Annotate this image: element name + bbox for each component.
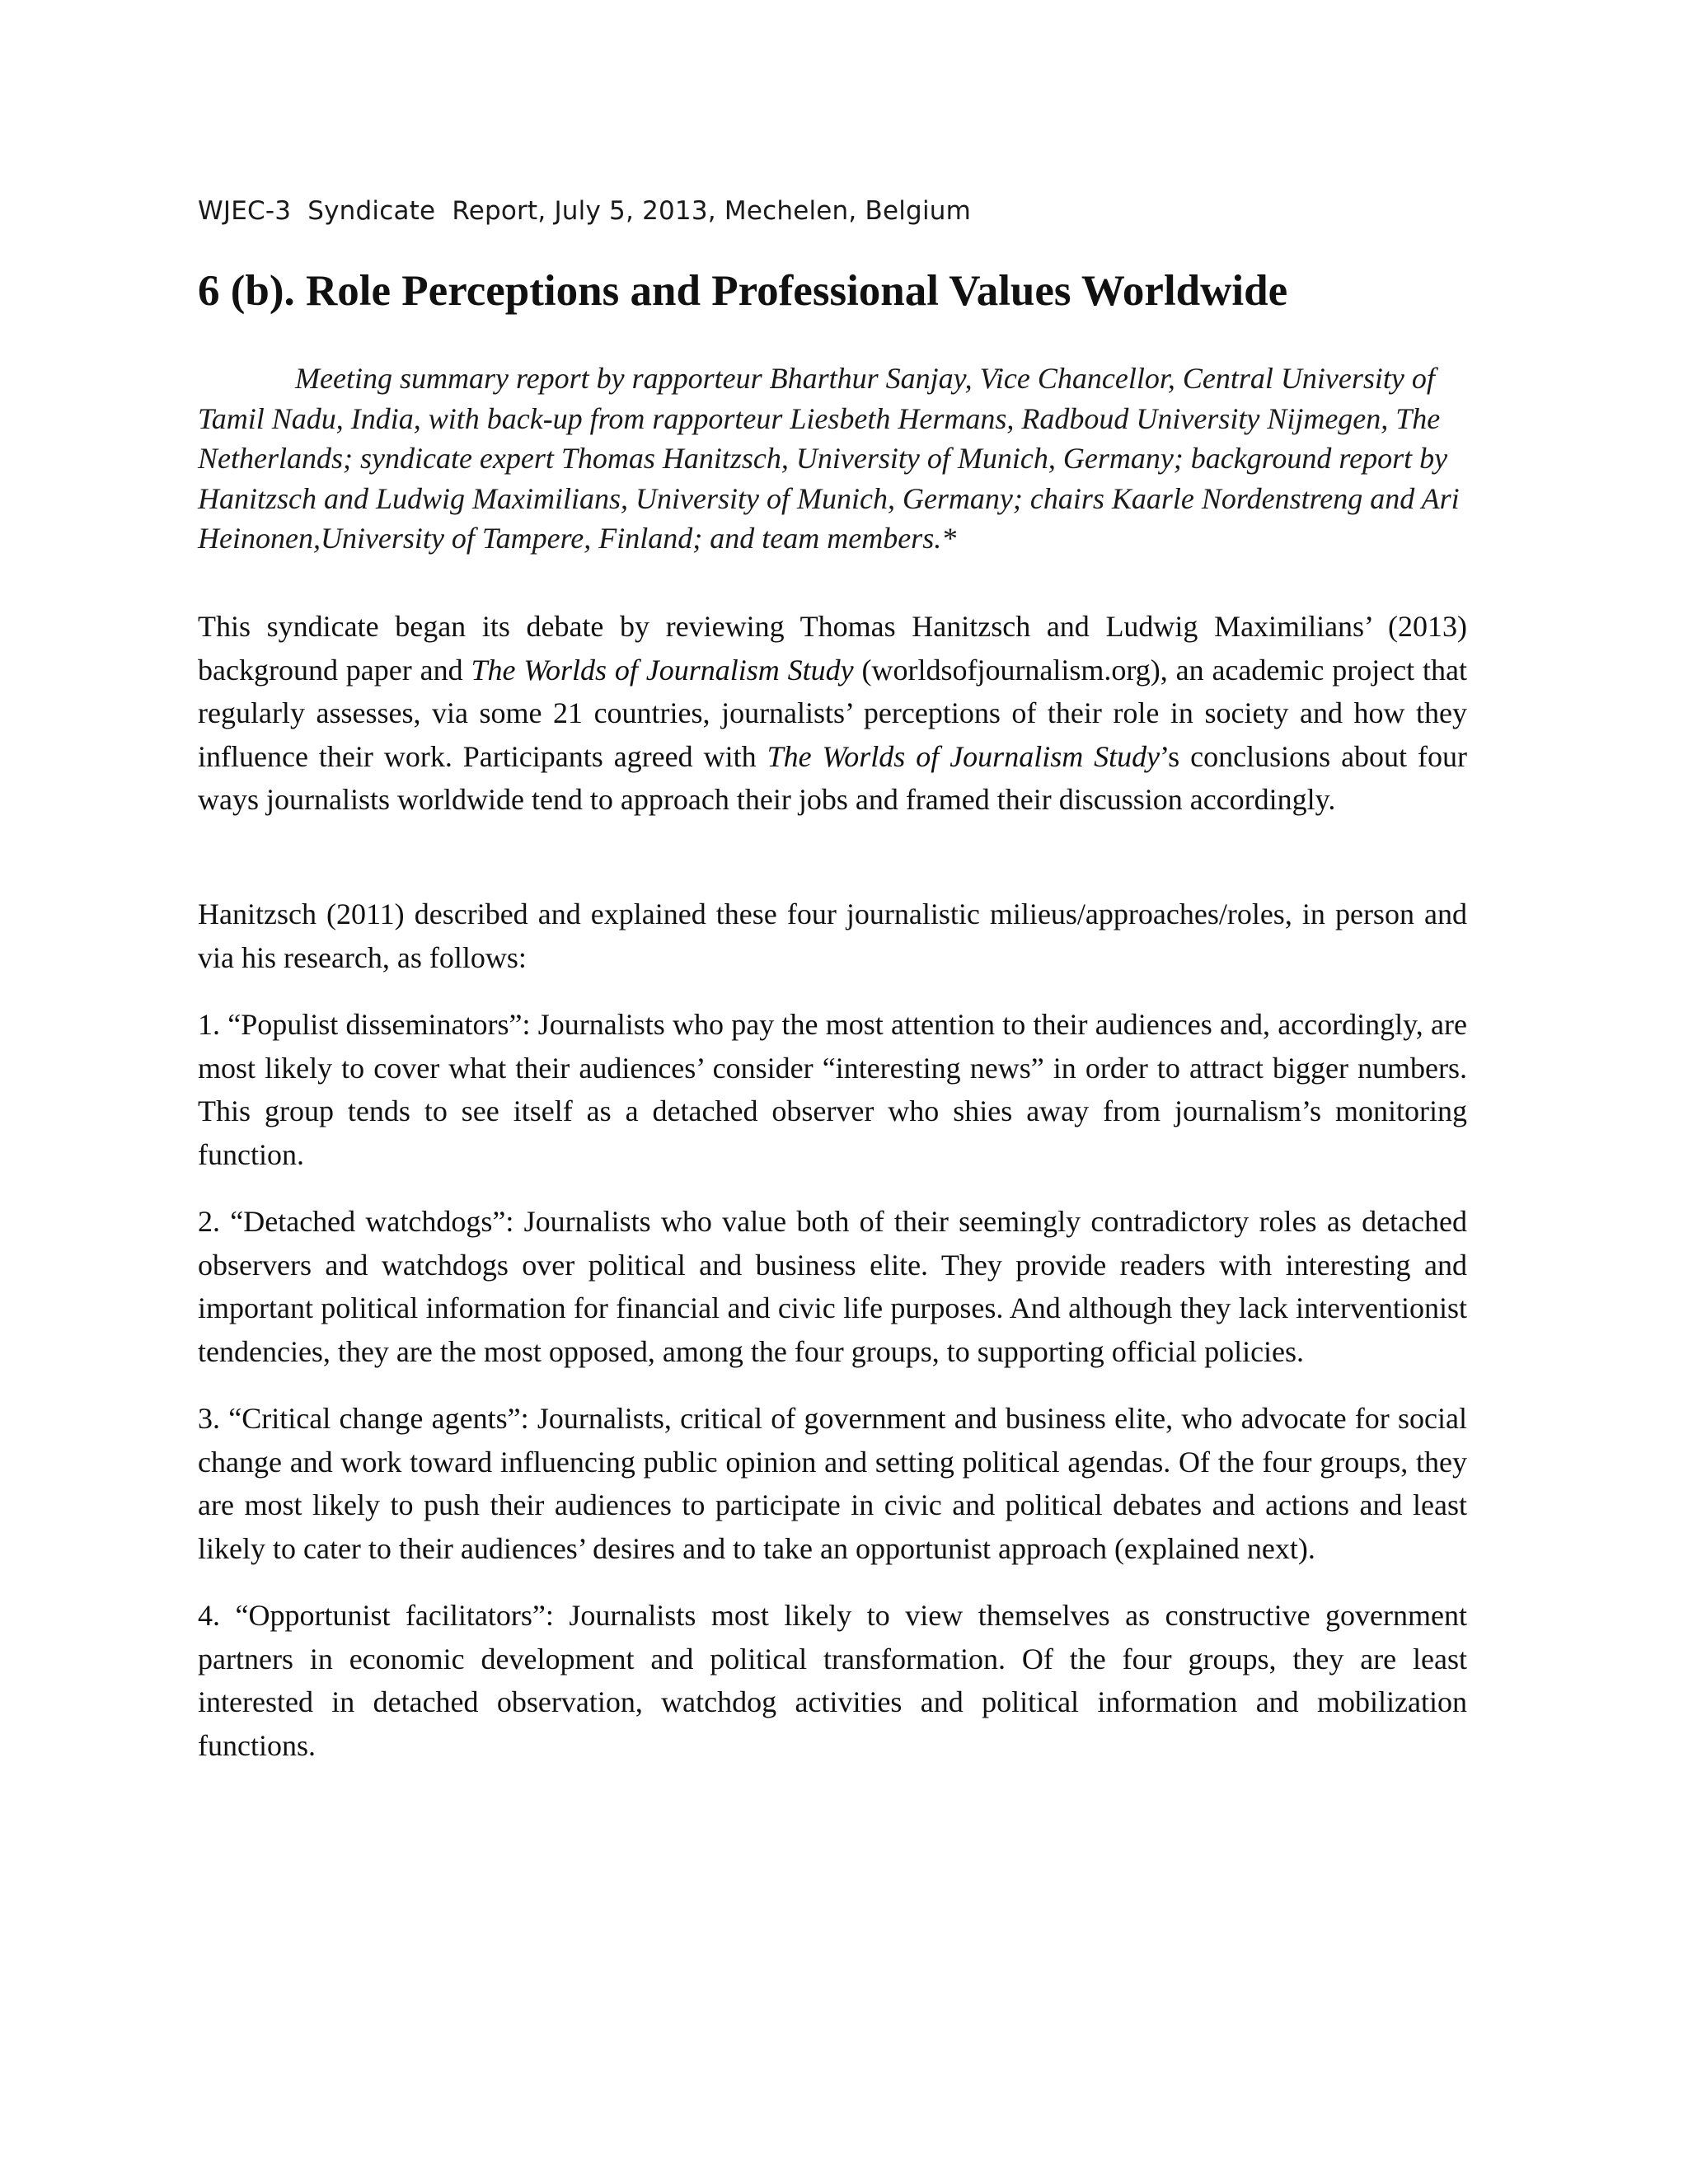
intro-block xyxy=(198,605,1467,846)
study-title: The Worlds of Journalism Study xyxy=(471,653,854,687)
list-item: 1. “Populist disseminators”: Journalists who pay the most attention to their audiences and, accordingly, are most likely to cover what their audiences’ consider “interesting news” in order to attract bigger numbers. This group tends to see itself as a detached observer who shies away from journalism’s monitoring function. xyxy=(198,1008,1467,1171)
intro-paragraph: This syndicate began its debate by reviewing Thomas Hanitzsch and Ludwig Maximilians’ (2013) background paper and The Worlds of Journalism Study (worldsofjournalism.org), an academic project that regularly assesses, via some 21 countries, journalists’ perceptions of their role in society and how they influence their work. Participants agreed with The Worlds of Journalism Study’s conclusions about four ways journalists worldwide tend to approach their jobs and framed their discussion accordingly. xyxy=(198,610,1468,816)
roles-block xyxy=(198,893,1467,1767)
list-item: 3. “Critical change agents”: Journalists, critical of government and business elite, who advocate for social change and work toward influencing public opinion and setting political agendas. Of the four groups, they are most likely to push their audiences to participate in civic and political debates and actions and least likely to cater to their audiences’ desires and to take an opportunist approach (explained next). xyxy=(198,1402,1467,1565)
running-header: WJEC-3 Syndicate Report, July 5, 2013, Mechelen, Belgium xyxy=(198,196,971,226)
list-item: 2. “Detached watchdogs”: Journalists who value both of their seemingly contradictory roles as detached observers and watchdogs over political and business elite. They provide readers with interesting and important political information for financial and civic life purposes. And although they lack interventionist tendencies, they are the most opposed, among the four groups, to supporting official policies. xyxy=(198,1205,1467,1368)
study-title: The Worlds of Journalism Study xyxy=(767,739,1160,773)
list-item: 4. “Opportunist facilitators”: Journalists most likely to view themselves as constructive government partners in economic development and political transformation. Of the four groups, they are least interested in detached observation, watchdog activities and political information and mobilization functions. xyxy=(198,1599,1467,1762)
page-title: 6 (b). Role Perceptions and Professional Values Worldwide xyxy=(198,267,1288,315)
meeting-summary: Meeting summary report by rapporteur Bharthur Sanjay, Vice Chancellor, Central University of Tamil Nadu, India, with back-up from rapporteur Liesbeth Hermans, Radboud University Nijmegen, The Netherlands; syndicate expert Thomas Hanitzsch, University of Munich, Germany; background report by Hanitzsch and Ludwig Maximilians, University of Munich, Germany; chairs Kaarle Nordenstreng and Ari Heinonen,University of Tampere, Finland; and team members.* xyxy=(198,362,1460,555)
roles-intro-paragraph: Hanitzsch (2011) described and explained these four journalistic milieus/approaches/roles, in person and via his research, as follows: xyxy=(198,898,1467,974)
